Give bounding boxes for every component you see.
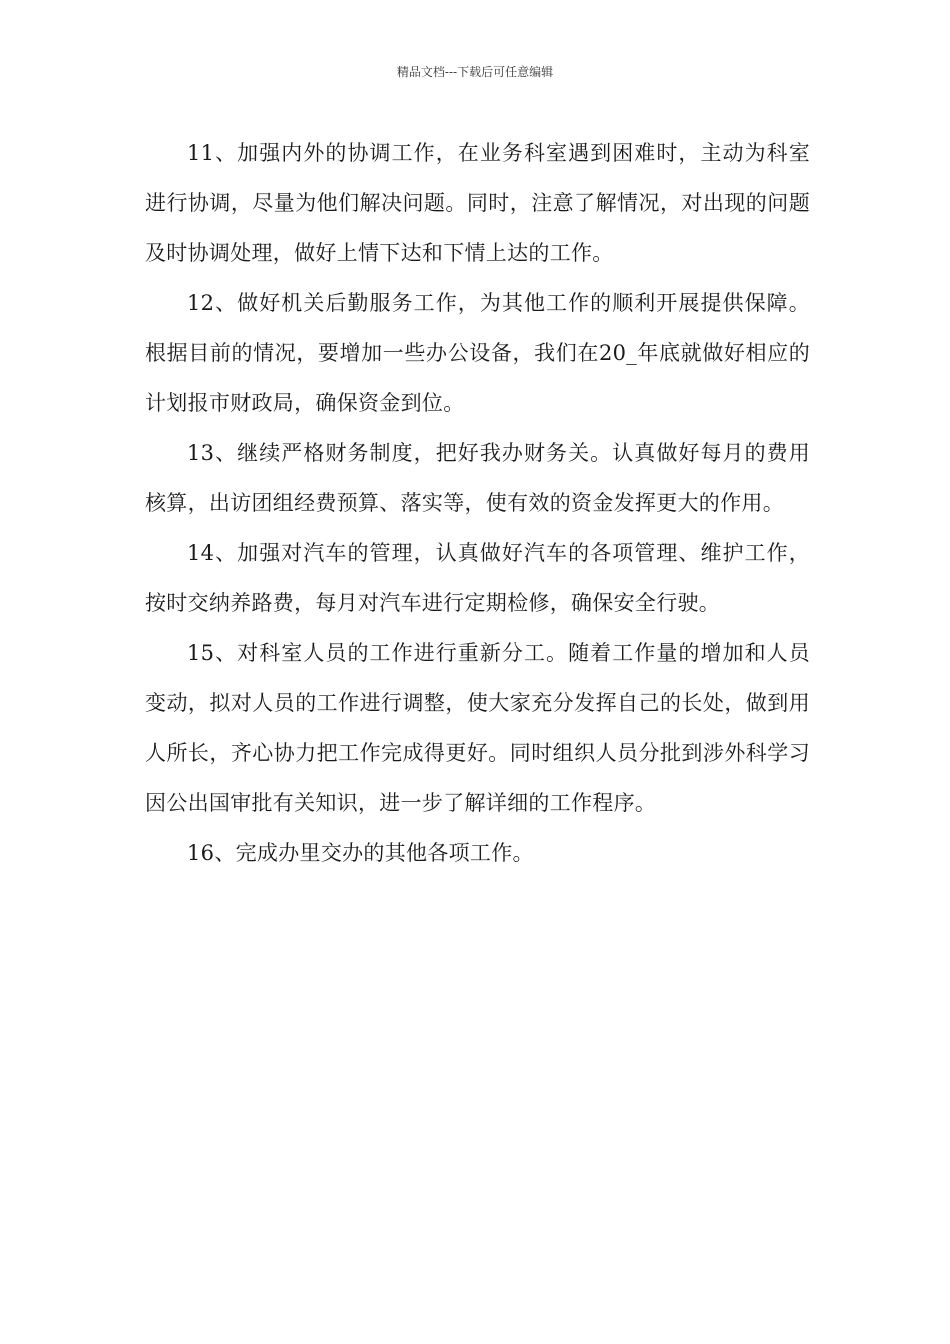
paragraph-item-14: 14、加强对汽车的管理，认真做好汽车的各项管理、维护工作，按时交纳养路费，每月对汽车进行定期检修，确保安全行驶。 [145, 541, 810, 615]
document-body [145, 128, 810, 878]
page-header: 精品文档---下载后可任意编辑 [396, 65, 554, 79]
paragraph-item-11: 11、加强内外的协调工作，在业务科室遇到困难时，主动为科室进行协调，尽量为他们解决问题。同时，注意了解情况，对出现的问题及时协调处理，做好上情下达和下情上达的工作。 [145, 141, 810, 265]
paragraph-item-12: 12、做好机关后勤服务工作，为其他工作的顺利开展提供保障。根据目前的情况，要增加一些办公设备，我们在20_年底就做好相应的计划报市财政局，确保资金到位。 [145, 291, 810, 415]
paragraph-item-15: 15、对科室人员的工作进行重新分工。随着工作量的增加和人员变动，拟对人员的工作进行调整，使大家充分发挥自己的长处，做到用人所长，齐心协力把工作完成得更好。同时组织人员分批到涉外科学习因公出国审批有关知识，进一步了解详细的工作程序。 [145, 641, 810, 815]
paragraph-item-16: 16、完成办里交办的其他各项工作。 [187, 841, 534, 865]
paragraph-item-13: 13、继续严格财务制度，把好我办财务关。认真做好每月的费用核算，出访团组经费预算、落实等，使有效的资金发挥更大的作用。 [145, 441, 810, 515]
